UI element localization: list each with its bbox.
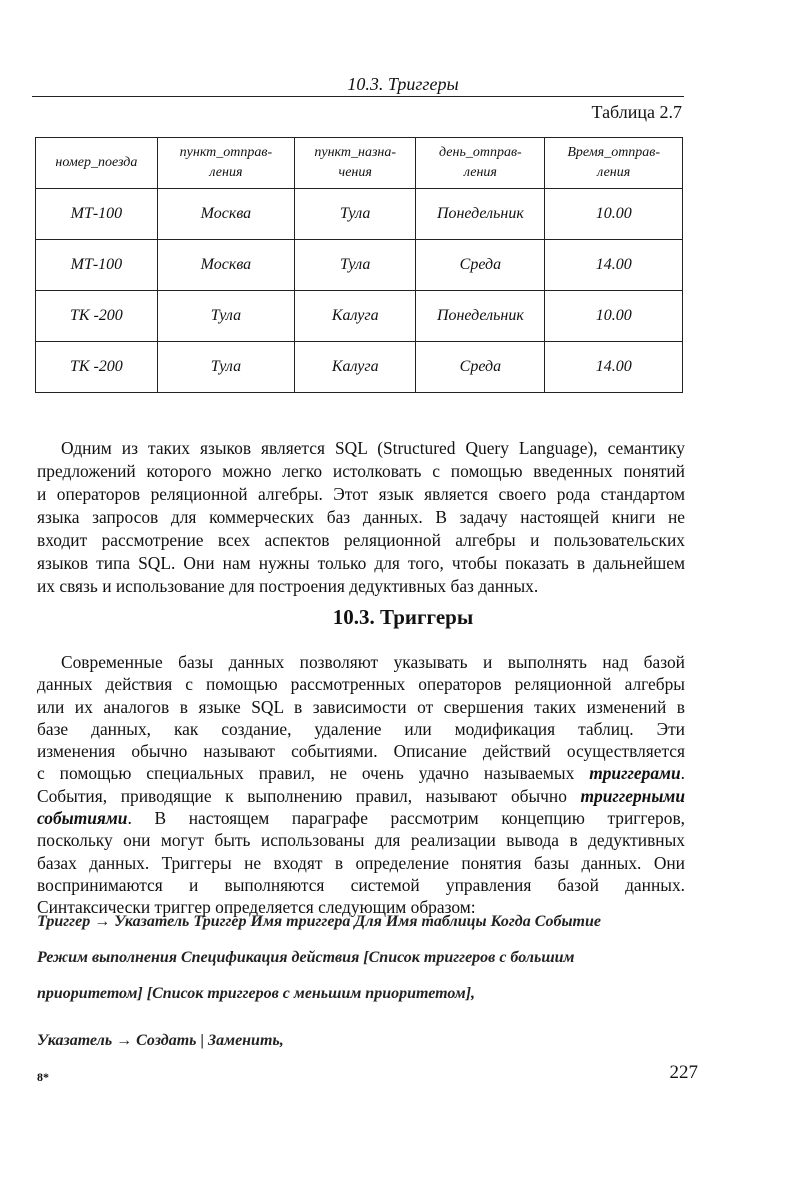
section-heading: 10.3. Триггеры bbox=[332, 605, 474, 629]
text-line: базах данных. Триггеры не входят в определение понятия базы данных. Они bbox=[37, 852, 685, 873]
text-line: базе данных, как создание, удаление или модификация таблиц. Эти bbox=[37, 718, 685, 739]
formula-line: Указатель → Создать | Заменить, bbox=[37, 1032, 284, 1049]
text-line: данных действия с помощью рассмотренных операторов реляционной алгебры bbox=[37, 674, 685, 695]
table-cell: Тула bbox=[295, 240, 416, 291]
column-header: пункт_назна- чения bbox=[295, 138, 416, 189]
text-line: языка запросов для коммерческих баз данных. В задачу настоящей книги не bbox=[37, 507, 685, 527]
page-number: 227 bbox=[669, 1062, 698, 1083]
text-line: предложений которого можно легко истолковать с помощью введенных понятий bbox=[37, 461, 685, 481]
text-line: поскольку они могут быть использованы для реализации вывода в дедуктивных bbox=[37, 830, 685, 851]
train-schedule-table bbox=[35, 137, 683, 393]
text-line: с помощью специальных правил, не очень удачно называемых триггерами. bbox=[37, 763, 685, 784]
table-cell: МТ-100 bbox=[36, 240, 158, 291]
table-row bbox=[36, 291, 683, 342]
table-cell: 10.00 bbox=[545, 291, 683, 342]
table-cell: Москва bbox=[157, 189, 294, 240]
table-caption: Таблица 2.7 bbox=[591, 102, 682, 122]
table-cell: Калуга bbox=[295, 291, 416, 342]
text-line: изменения обычно называют событиями. Описание действий осуществляется bbox=[37, 741, 685, 762]
text-line: и операторов реляционной алгебры. Этот язык является своего рода стандартом bbox=[37, 484, 685, 504]
running-head: 10.3. Триггеры bbox=[347, 74, 459, 94]
table-cell: 14.00 bbox=[545, 342, 683, 393]
header-rule bbox=[32, 96, 684, 97]
table-cell: Тула bbox=[157, 342, 294, 393]
table-cell: Тула bbox=[295, 189, 416, 240]
text-line: событиями. В настоящем параграфе рассмотрим концепцию триггеров, bbox=[37, 808, 685, 829]
text-line: События, приводящие к выполнению правил, называют обычно триггерными bbox=[37, 785, 685, 806]
column-header: пункт_отправ- ления bbox=[157, 138, 294, 189]
table-cell: Среда bbox=[416, 240, 545, 291]
text-line: входит рассмотрение всех аспектов реляционной алгебры и пользовательских bbox=[37, 530, 685, 550]
column-header: день_отправ- ления bbox=[416, 138, 545, 189]
formula-line: Триггер → Указатель Триггер Имя триггера Для Имя таблицы Когда Событие bbox=[37, 913, 601, 930]
table-row bbox=[36, 240, 683, 291]
table-cell: Среда bbox=[416, 342, 545, 393]
formula-line: Режим выполнения Спецификация действия [Список триггеров с большим bbox=[37, 949, 575, 966]
paragraph-triggers bbox=[37, 651, 685, 919]
column-header: номер_поезда bbox=[36, 138, 158, 189]
table-row bbox=[36, 342, 683, 393]
table-cell: Понедельник bbox=[416, 291, 545, 342]
paragraph-sql bbox=[37, 437, 685, 598]
text-line: Современные базы данных позволяют указывать и выполнять над базой bbox=[61, 652, 685, 672]
column-header: Время_отправ- ления bbox=[545, 138, 683, 189]
table-cell: Калуга bbox=[295, 342, 416, 393]
table-cell: 14.00 bbox=[545, 240, 683, 291]
table-row bbox=[36, 189, 683, 240]
signature-mark: 8* bbox=[37, 1070, 49, 1084]
text-line: языков типа SQL. Они нам нужны только для того, чтобы показать в дальнейшем bbox=[37, 553, 685, 573]
text-line: их связь и использование для построения дедуктивных баз данных. bbox=[37, 576, 539, 596]
text-line: Одним из таких языков является SQL (Structured Query Language), семантику bbox=[61, 438, 685, 458]
table-header-row bbox=[36, 138, 683, 189]
table-cell: ТК -200 bbox=[36, 342, 158, 393]
formula-line: приоритетом] [Список триггеров с меньшим приоритетом], bbox=[37, 985, 476, 1002]
table-cell: 10.00 bbox=[545, 189, 683, 240]
text-line: воспринимаются и выполняются системой управления базой данных. bbox=[37, 874, 685, 895]
text-line: или их аналогов в языке SQL в зависимости от свершения таких изменений в bbox=[37, 696, 685, 717]
table-cell: Понедельник bbox=[416, 189, 545, 240]
table-cell: Тула bbox=[157, 291, 294, 342]
table-cell: Москва bbox=[157, 240, 294, 291]
text-line: Синтаксически триггер определяется следующим образом: bbox=[37, 897, 476, 918]
table-cell: МТ-100 bbox=[36, 189, 158, 240]
table-cell: ТК -200 bbox=[36, 291, 158, 342]
